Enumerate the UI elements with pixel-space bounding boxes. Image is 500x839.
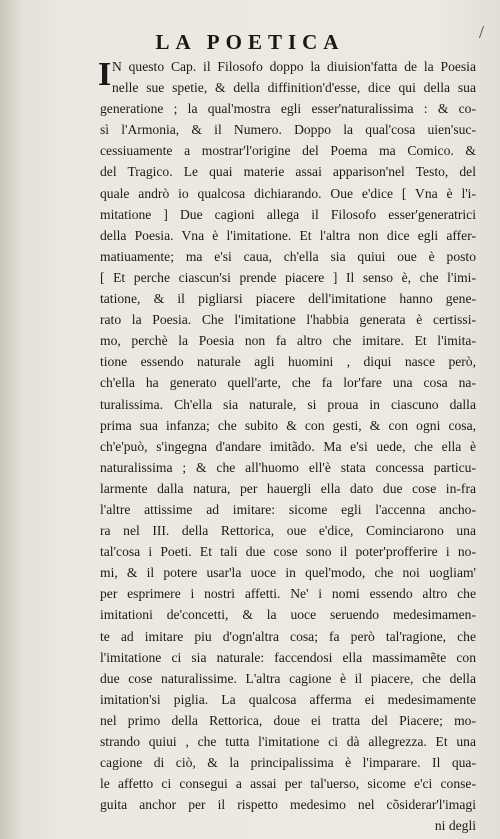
text-line: tione essendo naturale agli huomini , diqui nasce però,: [100, 354, 476, 370]
text-line: ni degli: [434, 818, 476, 834]
text-line: cagione di ciò, & la principalissima è l'imparare. Il qua-: [100, 755, 476, 771]
text-line: tatione, & il pigliarsi piacere dell'imitatione hanno gene-: [100, 291, 476, 307]
text-line: nel primo della Rettorica, doue ei tratta del Piacere; mo-: [100, 712, 476, 728]
text-line: generatione ; la qual'mostra egli esser'naturalissima : & co-: [100, 101, 476, 117]
text-line: mi, & il potere usar'la uoce in quel'modo, che noi uogliam': [100, 565, 476, 581]
page-folio-mark: /: [478, 22, 484, 42]
text-line: della Poesia. Vna è l'imitatione. Et l'altra non dice egli affer-: [100, 227, 476, 243]
text-line: larmente dalla natura, per hauergli ella dato due cose in-fra: [100, 480, 476, 496]
text-line: del Tragico. Le quai materie assai apparison'nel Testo, del: [100, 164, 476, 180]
running-heading: LA POETICA: [155, 30, 345, 54]
text-line: turalissima. Ch'ella sia naturale, si proua in ciascuno dalla: [100, 396, 476, 412]
text-line: imitationi de'concetti, & la uoce seruendo medesimamen-: [100, 607, 476, 623]
text-line: l'altre attissime ad imitare: sicome egli l'accenna ancho-: [100, 501, 476, 517]
text-line: cessiuamente a mostrar'l'origine del Poema ma Comico. &: [100, 143, 476, 159]
text-line: te ad imitare piu d'ogn'altra cosa; fa però tal'ragione, che: [100, 628, 476, 644]
text-line: nelle sue spetie, & della diffinition'd'esse, dice qui della sua: [112, 80, 476, 96]
text-line: [ Et perche ciascun'si prende piacere ] Il senso è, che l'imi-: [100, 269, 476, 285]
text-line: ch'ella ha generato quell'arte, che fa lor'fare una cosa na-: [100, 375, 476, 391]
text-lines: [100, 56, 476, 836]
text-line: le affetto ci consegui a assai per tal'uerso, sicome e'ci conse-: [100, 776, 476, 792]
text-line: prima sua infanza; che subito & con gesti, & con ogni cosa,: [100, 417, 476, 433]
text-line: quale andrò io qualcosa dichiarando. Oue e'dice [ Vna è l'i-: [100, 185, 476, 201]
text-line: l'imitatione ci sia naturale: faccendosi ella massimamẽte con: [100, 649, 476, 665]
text-line: tal'cosa i Poeti. Et tali due cose sono il poter'profferire i no-: [100, 544, 476, 560]
text-line: ra nel III. della Rettorica, oue e'dice, Cominciarono una: [100, 523, 476, 539]
text-line: sì l'Armonia, & il Numero. Doppo la qual'cosa uien'suc-: [100, 122, 476, 138]
decorated-initial: I: [98, 56, 112, 93]
text-line: naturalissima ; & che all'huomo ell'è stata concessa particu-: [100, 459, 476, 475]
text-line: N questo Cap. il Filosofo doppo la diuision'fatta de la Poesia: [112, 59, 476, 74]
text-line: guita anchor per il rispetto medesimo nel cõsiderar'l'imagi: [100, 797, 476, 813]
text-line: per esprimere i nostri affetti. Ne' i nomi essendo altro che: [100, 586, 476, 602]
text-line: matiuamente; ma e'si caua, ch'ella sia quiui oue è posto: [100, 248, 476, 264]
text-line: mitatione ] Due cagioni allega il Filosofo esser'generatrici: [100, 206, 476, 222]
text-line: rato la Poesia. Che l'imitatione l'habbia generata è certissi-: [100, 312, 476, 328]
text-line: strando quiui , che tutta l'imitatione ci dà allegrezza. Et una: [100, 734, 476, 749]
body-text: [100, 56, 476, 836]
text-line: ch'e'può, s'ingegna d'andare imitãdo. Ma e'si uede, che ella è: [100, 438, 476, 454]
text-line: due cose naturalissime. L'altra cagione è il piacere, che della: [100, 670, 476, 686]
text-line: imitation'si piglia. La qualcosa afferma ei medesimamente: [100, 691, 476, 707]
text-line: mo, perchè la Poesia non fa altro che imitare. Et l'imita-: [100, 333, 476, 349]
